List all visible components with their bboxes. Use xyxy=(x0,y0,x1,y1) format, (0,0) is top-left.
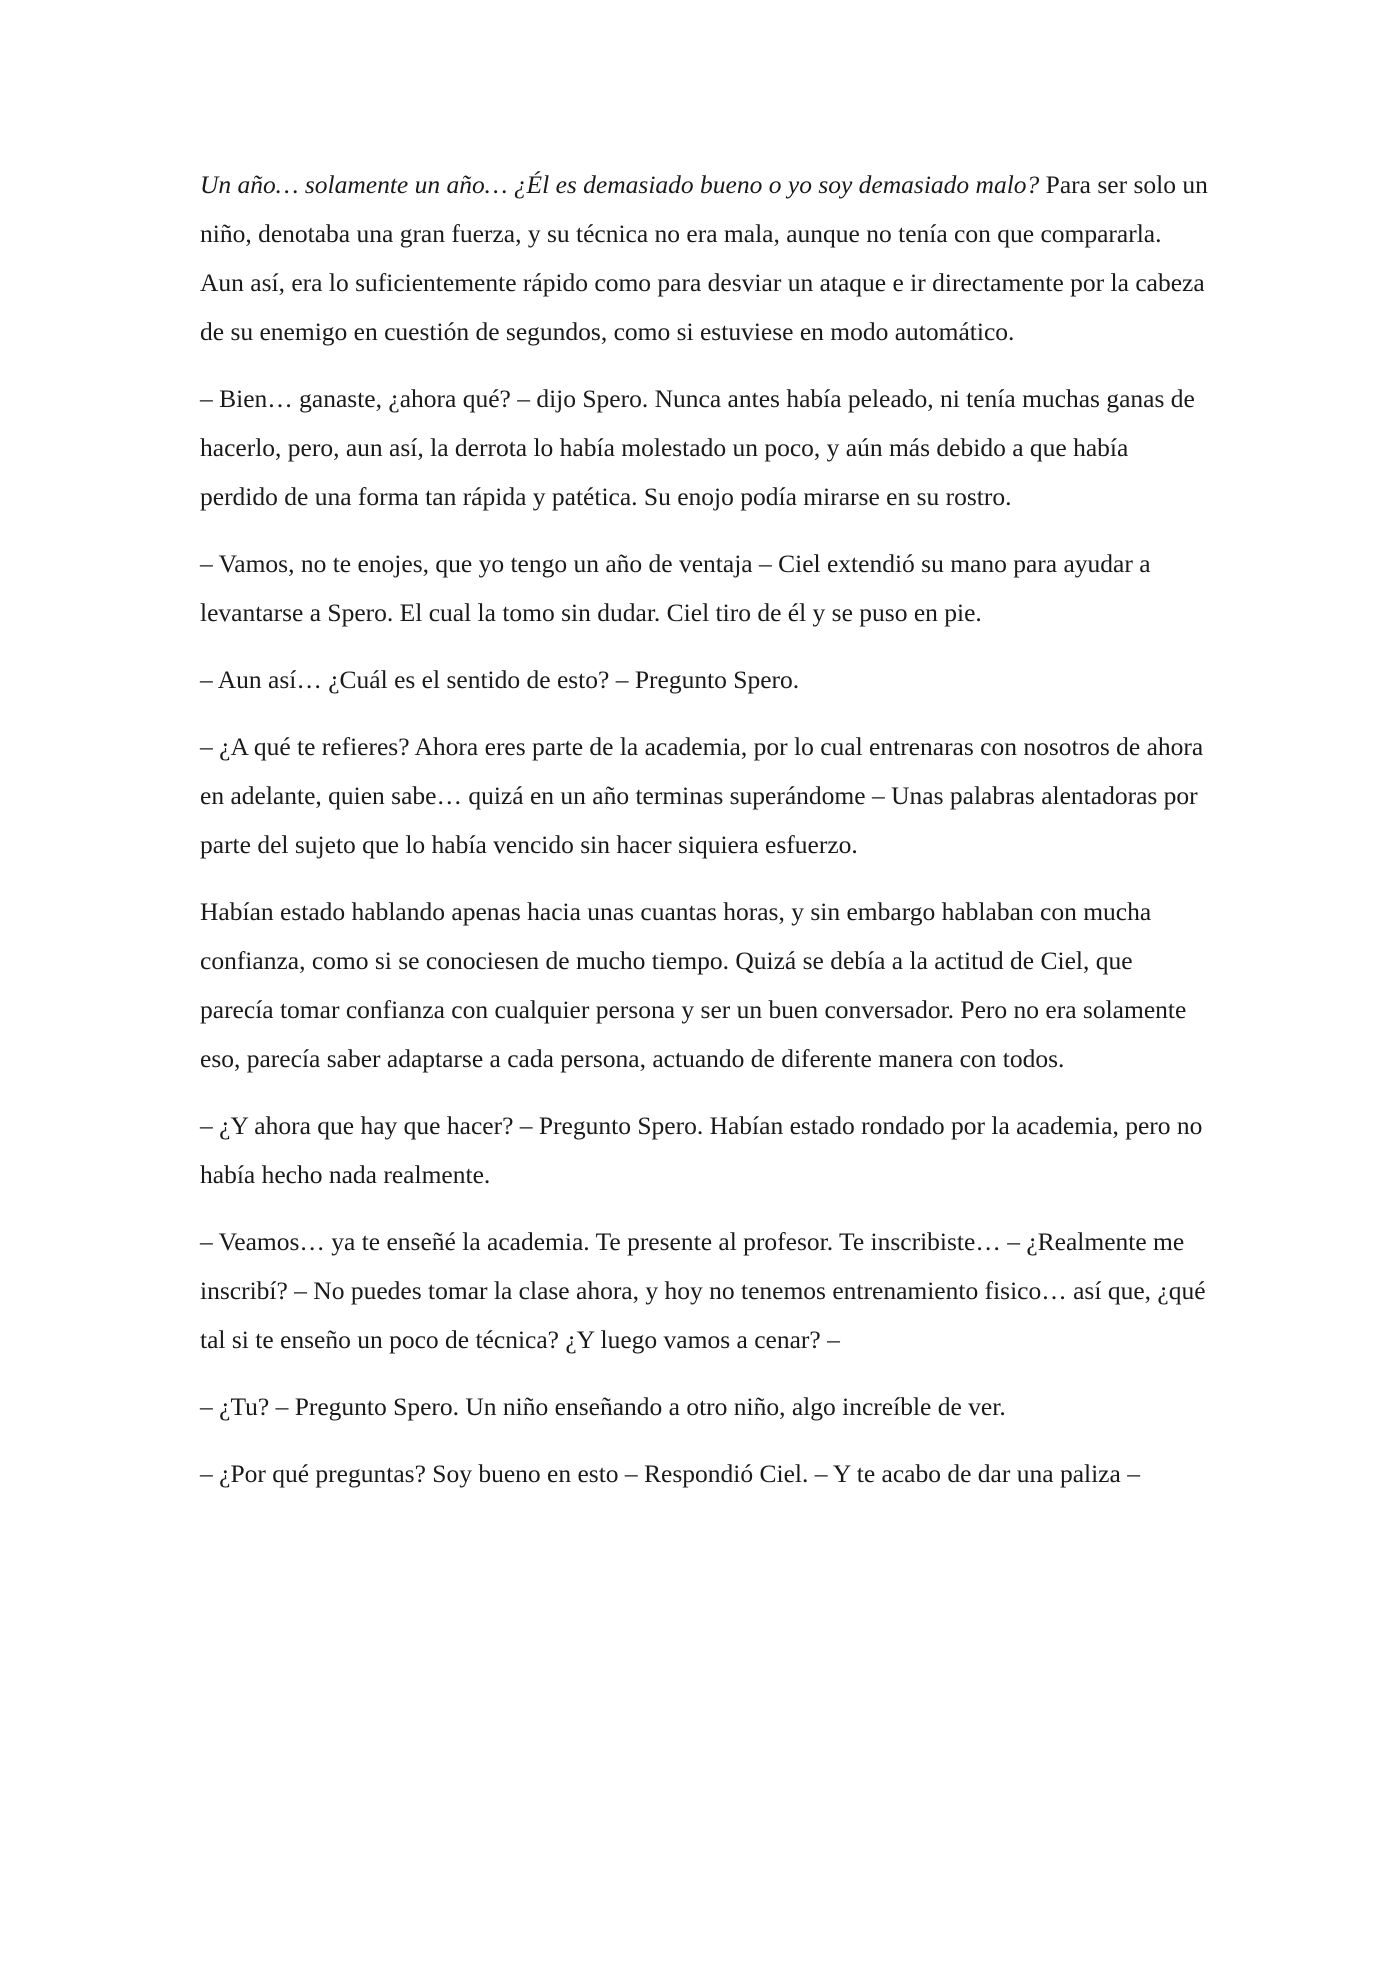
paragraph-10: – ¿Por qué preguntas? Soy bueno en esto – Respondió Ciel. – Y te acabo de dar una paliza – xyxy=(200,1459,1140,1488)
paragraph-3: – Vamos, no te enojes, que yo tengo un año de ventaja – Ciel extendió su mano para ayudar a levantarse a Spero. El cual la tomo sin dudar. Ciel tiro de él y se puso en pie. xyxy=(200,549,1151,627)
paragraph-6: Habían estado hablando apenas hacia unas cuantas horas, y sin embargo hablaban con mucha confianza, como si se conociesen de mucho tiempo. Quizá se debía a la actitud de Ciel, que parecía tomar confianza con cualquier persona y ser un buen conversador. Pero no era solamente eso, parecía saber adaptarse a cada persona, actuando de diferente manera con todos. xyxy=(200,897,1187,1073)
paragraph-7: – ¿Y ahora que hay que hacer? – Pregunto Spero. Habían estado rondado por la academia, pero no había hecho nada realmente. xyxy=(200,1111,1203,1189)
text-body xyxy=(200,160,1210,1516)
paragraph-8: – Veamos… ya te enseñé la academia. Te presente al profesor. Te inscribiste… – ¿Realmente me inscribí? – No puedes tomar la clase ahora, y hoy no tenemos entrenamiento fisico… así que, ¿qué tal si te enseño un poco de técnica? ¿Y luego vamos a cenar? – xyxy=(200,1227,1206,1354)
paragraph-1 xyxy=(200,160,1210,356)
paragraph-4: – Aun así… ¿Cuál es el sentido de esto? – Pregunto Spero. xyxy=(200,665,800,694)
paragraph-2: – Bien… ganaste, ¿ahora qué? – dijo Spero. Nunca antes había peleado, ni tenía muchas ganas de hacerlo, pero, aun así, la derrota lo había molestado un poco, y aún más debido a que había perdido de una forma tan rápida y patética. Su enojo podía mirarse en su rostro. xyxy=(200,384,1195,511)
italic-thought: Un año… solamente un año… ¿Él es demasiado bueno o yo soy demasiado malo? xyxy=(200,170,1040,199)
paragraph-1-text: Para ser solo un niño, denotaba una gran fuerza, y su técnica no era mala, aunque no tenía con que compararla. Aun así, era lo suficientemente rápido como para desviar un ataque e ir directamente por la cabeza de su enemigo en cuestión de segundos, como si estuviese en modo automático. xyxy=(200,170,1208,346)
paragraph-9: – ¿Tu? – Pregunto Spero. Un niño enseñando a otro niño, algo increíble de ver. xyxy=(200,1392,1006,1421)
paragraph-5: – ¿A qué te refieres? Ahora eres parte de la academia, por lo cual entrenaras con nosotros de ahora en adelante, quien sabe… quizá en un año terminas superándome – Unas palabras alentadoras por parte del sujeto que lo había vencido sin hacer siquiera esfuerzo. xyxy=(200,732,1204,859)
